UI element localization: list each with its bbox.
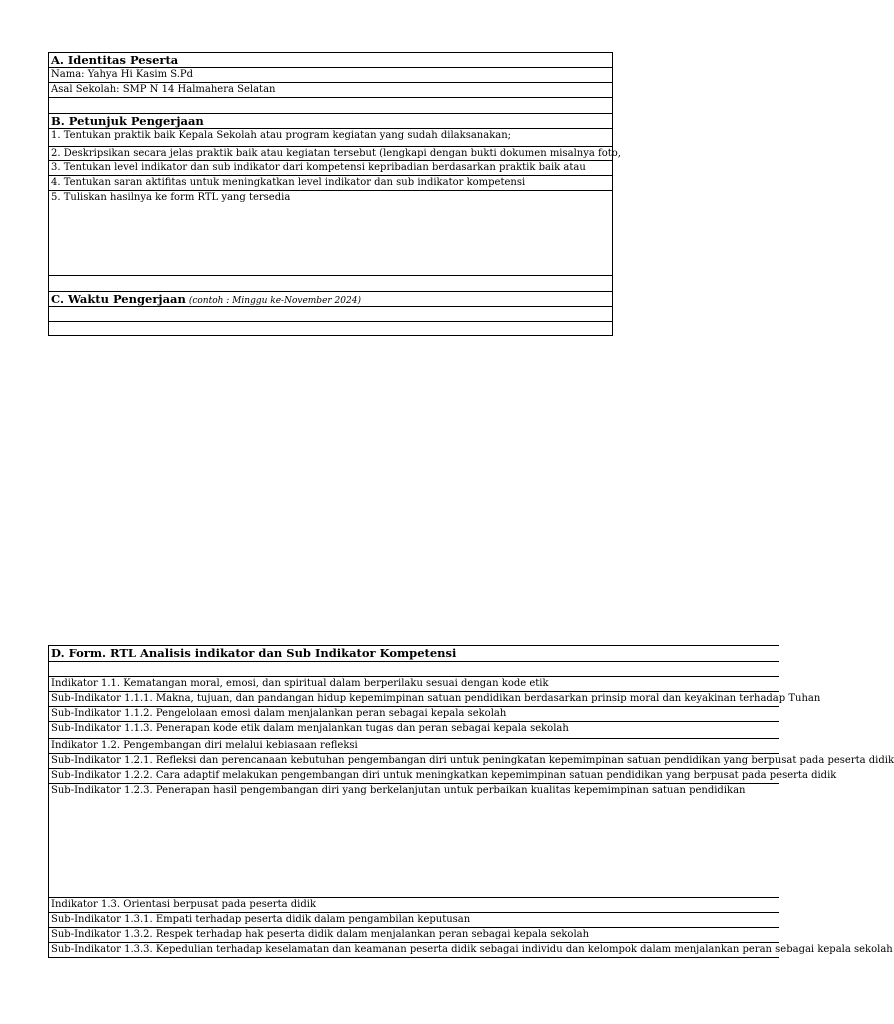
indicator-row: Indikator 1.1. Kematangan moral, emosi, dan spiritual dalam berperilaku sesuai dengan kode etik [49,676,779,691]
instruction-step: 3. Tentukan level indikator dan sub indikator dari kompetensi kepribadian berdasarkan praktik baik atau [49,160,612,175]
section-c-note: (contoh : Minggu ke-November 2024) [188,296,361,306]
sub-indicator-row: Sub-Indikator 1.2.1. Refleksi dan perencanaan kebutuhan pengembangan diri untuk peningkatan kepemimpinan satuan pendidikan yang berpusat pada peserta didik [51,755,894,766]
indicator-row: Indikator 1.3. Orientasi berpusat pada peserta didik [49,897,779,912]
empty-row [49,306,612,321]
sub-indicator-row: Sub-Indikator 1.3.1. Empati terhadap peserta didik dalam pengambilan keputusan [49,912,779,927]
empty-row [49,97,612,113]
instruction-step: 4. Tentukan saran aktifitas untuk meningkatkan level indikator dan sub indikator kompetensi [49,175,612,190]
indicator-row: Indikator 1.2. Pengembangan diri melalui kebiasaan refleksi [49,738,779,753]
empty-row [49,275,612,291]
section-c-title [49,291,612,306]
rtl-analysis-table [48,645,894,958]
sub-indicator-row: Sub-Indikator 1.1.3. Penerapan kode etik dalam menjalankan tugas dan peran sebagai kepala sekolah [49,721,779,738]
instruction-step: 1. Tentukan praktik baik Kepala Sekolah atau program kegiatan yang sudah dilaksanakan; [49,128,612,146]
sub-indicator-row: Sub-Indikator 1.2.3. Penerapan hasil pengembangan diri yang berkelanjutan untuk perbaikan kualitas kepemimpinan satuan pendidikan [49,783,779,897]
section-d-title: D. Form. RTL Analisis indikator dan Sub Indikator Kompetensi [49,645,779,661]
empty-row [49,321,612,336]
participant-name: Nama: Yahya Hi Kasim S.Pd [49,67,612,82]
section-b-title: B. Petunjuk Pengerjaan [49,113,612,128]
section-c-label: C. Waktu Pengerjaan [51,292,186,306]
sub-indicator-row: Sub-Indikator 1.1.1. Makna, tujuan, dan pandangan hidup kepemimpinan satuan pendidikan berdasarkan prinsip moral dan keyakinan terhadap Tuhan [51,693,821,704]
sub-indicator-row: Sub-Indikator 1.1.2. Pengelolaan emosi dalam menjalankan peran sebagai kepala sekolah [49,706,779,721]
instruction-step: 5. Tuliskan hasilnya ke form RTL yang tersedia [49,190,612,275]
section-a-title: A. Identitas Peserta [49,52,612,67]
sub-indicator-row: Sub-Indikator 1.2.2. Cara adaptif melakukan pengembangan diri untuk meningkatkan kepemimpinan satuan pendidikan yang berpusat pada peserta didik [51,770,837,781]
sub-indicator-row: Sub-Indikator 1.3.3. Kepedulian terhadap keselamatan dan keamanan peserta didik sebagai individu dan kelompok dalam menjalankan peran sebagai kepala sekolah [49,942,779,958]
participant-school: Asal Sekolah: SMP N 14 Halmahera Selatan [49,82,612,97]
sub-indicator-row: Sub-Indikator 1.3.2. Respek terhadap hak peserta didik dalam menjalankan peran sebagai kepala sekolah [49,927,779,942]
identity-instructions-table [48,52,621,336]
instruction-step: 2. Deskripsikan secara jelas praktik baik atau kegiatan tersebut (lengkapi dengan bukti dokumen misalnya foto, [51,148,621,159]
empty-row [49,661,779,676]
